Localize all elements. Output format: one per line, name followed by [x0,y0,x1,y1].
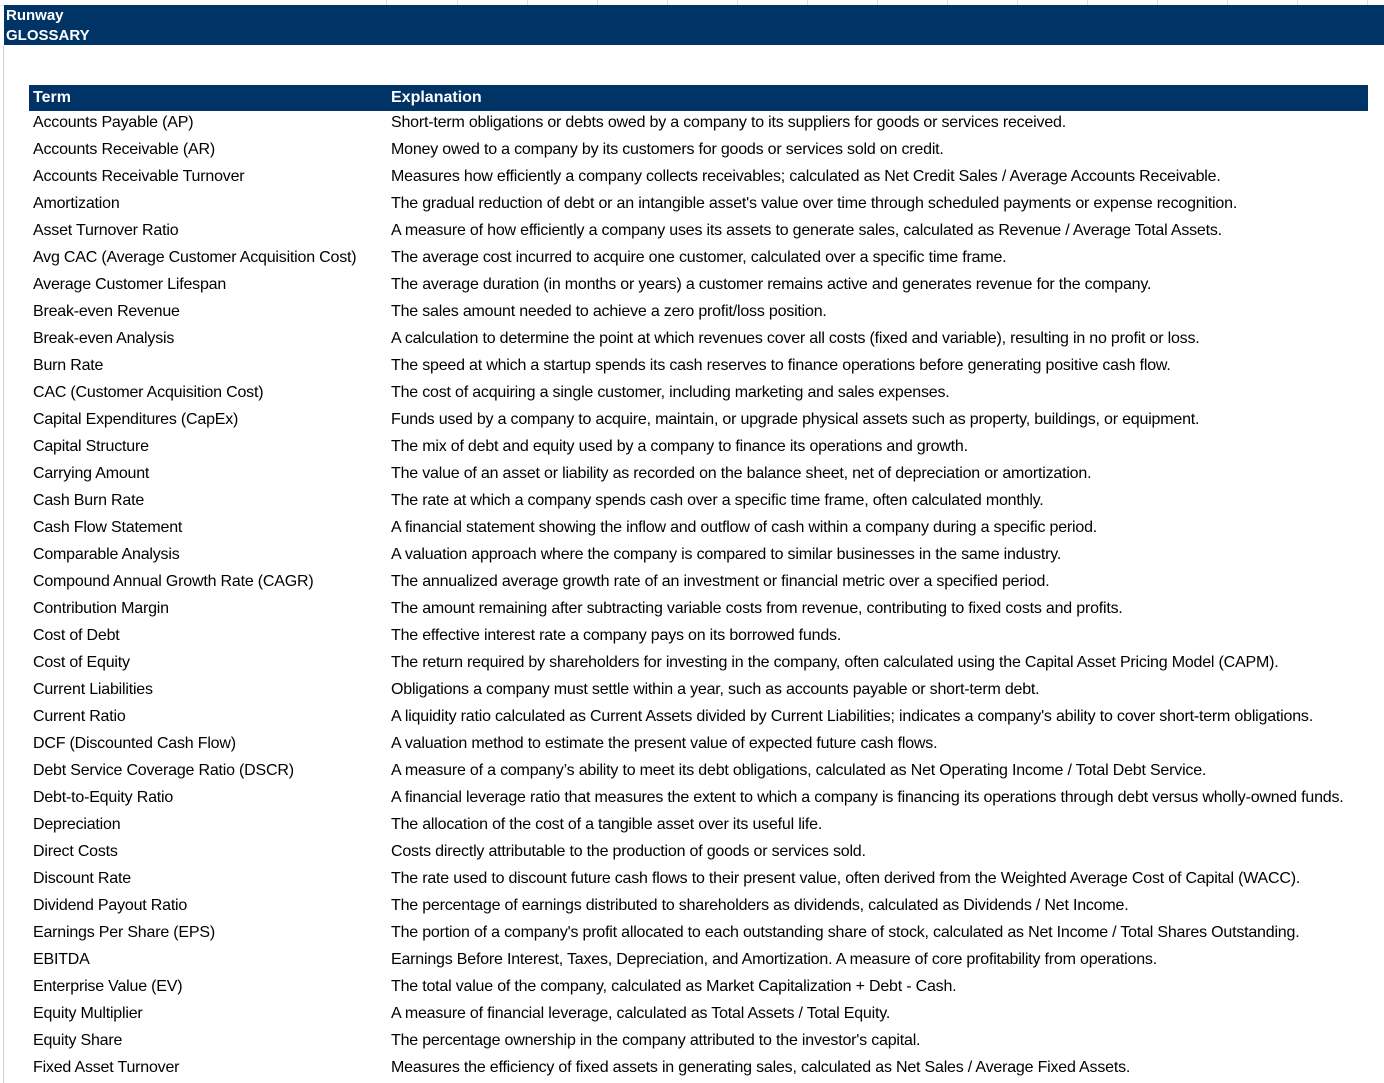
table-row[interactable] [29,435,1368,462]
table-row[interactable] [29,624,1368,651]
table-row[interactable] [29,246,1368,273]
term-cell[interactable]: Cost of Debt [33,627,120,644]
term-cell[interactable]: Cash Burn Rate [33,492,145,509]
explanation-cell[interactable]: A valuation method to estimate the present value of expected future cash flows. [391,735,938,752]
term-cell[interactable]: Burn Rate [33,357,104,374]
table-row[interactable] [29,111,1368,138]
table-row[interactable] [29,516,1368,543]
table-row[interactable] [29,867,1368,894]
explanation-cell[interactable]: Measures how efficiently a company collects receivables; calculated as Net Credit Sales / Average Accounts Receivable. [391,168,1221,185]
sheet-subtitle: GLOSSARY [6,27,90,44]
term-cell[interactable]: Dividend Payout Ratio [33,897,188,914]
table-row[interactable] [29,840,1368,867]
term-cell[interactable]: Average Customer Lifespan [33,276,227,293]
explanation-cell[interactable]: Obligations a company must settle within a year, such as accounts payable or short-term debt. [391,681,1040,698]
term-cell[interactable]: Debt Service Coverage Ratio (DSCR) [33,762,294,779]
explanation-cell[interactable]: The mix of debt and equity used by a company to finance its operations and growth. [391,438,968,455]
title-banner[interactable] [4,5,1384,45]
table-row[interactable] [29,300,1368,327]
explanation-cell[interactable]: The amount remaining after subtracting variable costs from revenue, contributing to fixed costs and profits. [391,600,1123,617]
term-cell[interactable]: Accounts Payable (AP) [33,114,194,131]
explanation-cell[interactable]: The rate used to discount future cash flows to their present value, often derived from the Weighted Average Cost of Capital (WACC). [391,870,1301,887]
explanation-cell[interactable]: A valuation approach where the company is compared to similar businesses in the same industry. [391,546,1062,563]
left-border [3,45,4,1083]
table-row[interactable] [29,651,1368,678]
explanation-cell[interactable]: The rate at which a company spends cash over a specific time frame, often calculated monthly. [391,492,1044,509]
table-header[interactable] [29,85,1368,111]
explanation-cell[interactable]: A measure of how efficiently a company uses its assets to generate sales, calculated as Revenue / Average Total Assets. [391,222,1222,239]
term-cell[interactable]: Cost of Equity [33,654,130,671]
table-row[interactable] [29,408,1368,435]
table-row[interactable] [29,786,1368,813]
term-cell[interactable]: Earnings Per Share (EPS) [33,924,215,941]
table-row[interactable] [29,732,1368,759]
term-cell[interactable]: Debt-to-Equity Ratio [33,789,174,806]
term-cell[interactable]: Current Liabilities [33,681,153,698]
term-cell[interactable]: Current Ratio [33,708,126,725]
table-row[interactable] [29,678,1368,705]
term-cell[interactable]: DCF (Discounted Cash Flow) [33,735,236,752]
column-header-term[interactable]: Term [33,89,71,106]
term-cell[interactable]: Enterprise Value (EV) [33,978,183,995]
explanation-cell[interactable]: Costs directly attributable to the production of goods or services sold. [391,843,866,860]
term-cell[interactable]: Carrying Amount [33,465,150,482]
glossary-table [29,85,1368,1083]
explanation-cell[interactable]: The average duration (in months or years) a customer remains active and generates revenue for the company. [391,276,1152,293]
term-cell[interactable]: Discount Rate [33,870,131,887]
table-row[interactable] [29,705,1368,732]
column-header-explanation[interactable]: Explanation [391,89,482,106]
term-cell[interactable]: CAC (Customer Acquisition Cost) [33,384,264,401]
table-row[interactable] [29,948,1368,975]
table-row[interactable] [29,462,1368,489]
table-row[interactable] [29,381,1368,408]
term-cell[interactable]: EBITDA [33,951,90,968]
explanation-cell[interactable]: The speed at which a startup spends its cash reserves to finance operations before generating positive cash flow. [391,357,1171,374]
explanation-cell[interactable]: A financial leverage ratio that measures the extent to which a company is financing its operations through debt versus wholly-owned funds. [391,789,1344,806]
table-row[interactable] [29,354,1368,381]
table-row[interactable] [29,813,1368,840]
explanation-cell[interactable]: The annualized average growth rate of an investment or financial metric over a specified period. [391,573,1050,590]
explanation-cell[interactable]: The sales amount needed to achieve a zero profit/loss position. [391,303,827,320]
term-cell[interactable]: Avg CAC (Average Customer Acquisition Cost) [33,249,357,266]
explanation-cell[interactable]: A measure of financial leverage, calculated as Total Assets / Total Equity. [391,1005,891,1022]
term-cell[interactable]: Asset Turnover Ratio [33,222,179,239]
table-row[interactable] [29,597,1368,624]
table-row[interactable] [29,543,1368,570]
table-row[interactable] [29,975,1368,1002]
explanation-cell[interactable]: Money owed to a company by its customers for goods or services sold on credit. [391,141,944,158]
term-cell[interactable]: Equity Multiplier [33,1005,143,1022]
table-body [29,111,1368,1083]
table-row[interactable] [29,894,1368,921]
term-cell[interactable]: Capital Structure [33,438,149,455]
explanation-cell[interactable]: The portion of a company's profit allocated to each outstanding share of stock, calculated as Net Income / Total Shares Outstanding. [391,924,1300,941]
explanation-cell[interactable]: The allocation of the cost of a tangible asset over its useful life. [391,816,823,833]
term-cell[interactable]: Fixed Asset Turnover [33,1059,180,1076]
explanation-cell[interactable]: A financial statement showing the inflow and outflow of cash within a company during a specific period. [391,519,1098,536]
explanation-cell[interactable]: Measures the efficiency of fixed assets in generating sales, calculated as Net Sales / Average Fixed Assets. [391,1059,1131,1076]
explanation-cell[interactable]: A liquidity ratio calculated as Current Assets divided by Current Liabilities; indicates a company's ability to cover short-term obligations. [391,708,1313,725]
term-cell[interactable]: Direct Costs [33,843,118,860]
explanation-cell[interactable]: The value of an asset or liability as recorded on the balance sheet, net of depreciation or amortization. [391,465,1092,482]
table-row[interactable] [29,273,1368,300]
explanation-cell[interactable]: The percentage of earnings distributed to shareholders as dividends, calculated as Dividends / Net Income. [391,897,1129,914]
table-row[interactable] [29,192,1368,219]
table-row[interactable] [29,759,1368,786]
table-row[interactable] [29,1002,1368,1029]
explanation-cell[interactable]: Earnings Before Interest, Taxes, Depreciation, and Amortization. A measure of core profitability from operations. [391,951,1157,968]
term-cell[interactable]: Accounts Receivable (AR) [33,141,215,158]
explanation-cell[interactable]: The effective interest rate a company pays on its borrowed funds. [391,627,842,644]
table-row[interactable] [29,165,1368,192]
term-cell[interactable]: Amortization [33,195,120,212]
term-cell[interactable]: Depreciation [33,816,121,833]
explanation-cell[interactable]: Short-term obligations or debts owed by a company to its suppliers for goods or services received. [391,114,1066,131]
table-row[interactable] [29,138,1368,165]
explanation-cell[interactable]: The cost of acquiring a single customer, including marketing and sales expenses. [391,384,950,401]
term-cell[interactable]: Contribution Margin [33,600,169,617]
term-cell[interactable]: Compound Annual Growth Rate (CAGR) [33,573,314,590]
term-cell[interactable]: Capital Expenditures (CapEx) [33,411,239,428]
term-cell[interactable]: Accounts Receivable Turnover [33,168,245,185]
term-cell[interactable]: Comparable Analysis [33,546,180,563]
table-row[interactable] [29,219,1368,246]
explanation-cell[interactable]: A measure of a company’s ability to meet its debt obligations, calculated as Net Operating Income / Total Debt Service. [391,762,1207,779]
explanation-cell[interactable]: The total value of the company, calculated as Market Capitalization + Debt - Cash. [391,978,957,995]
table-row[interactable] [29,1056,1368,1083]
explanation-cell[interactable]: The percentage ownership in the company attributed to the investor's capital. [391,1032,921,1049]
explanation-cell[interactable]: A calculation to determine the point at which revenues cover all costs (fixed and variable), resulting in no profit or loss. [391,330,1200,347]
explanation-cell[interactable]: Funds used by a company to acquire, maintain, or upgrade physical assets such as property, buildings, or equipment. [391,411,1200,428]
table-row[interactable] [29,1029,1368,1056]
explanation-cell[interactable]: The return required by shareholders for investing in the company, often calculated using the Capital Asset Pricing Model (CAPM). [391,654,1279,671]
table-row[interactable] [29,327,1368,354]
table-row[interactable] [29,570,1368,597]
term-cell[interactable]: Equity Share [33,1032,123,1049]
term-cell[interactable]: Break-even Analysis [33,330,175,347]
table-row[interactable] [29,489,1368,516]
term-cell[interactable]: Break-even Revenue [33,303,180,320]
sheet-title: Runway [6,7,64,24]
explanation-cell[interactable]: The average cost incurred to acquire one customer, calculated over a specific time frame. [391,249,1007,266]
term-cell[interactable]: Cash Flow Statement [33,519,183,536]
table-row[interactable] [29,921,1368,948]
explanation-cell[interactable]: The gradual reduction of debt or an intangible asset's value over time through scheduled payments or expense recognition. [391,195,1238,212]
